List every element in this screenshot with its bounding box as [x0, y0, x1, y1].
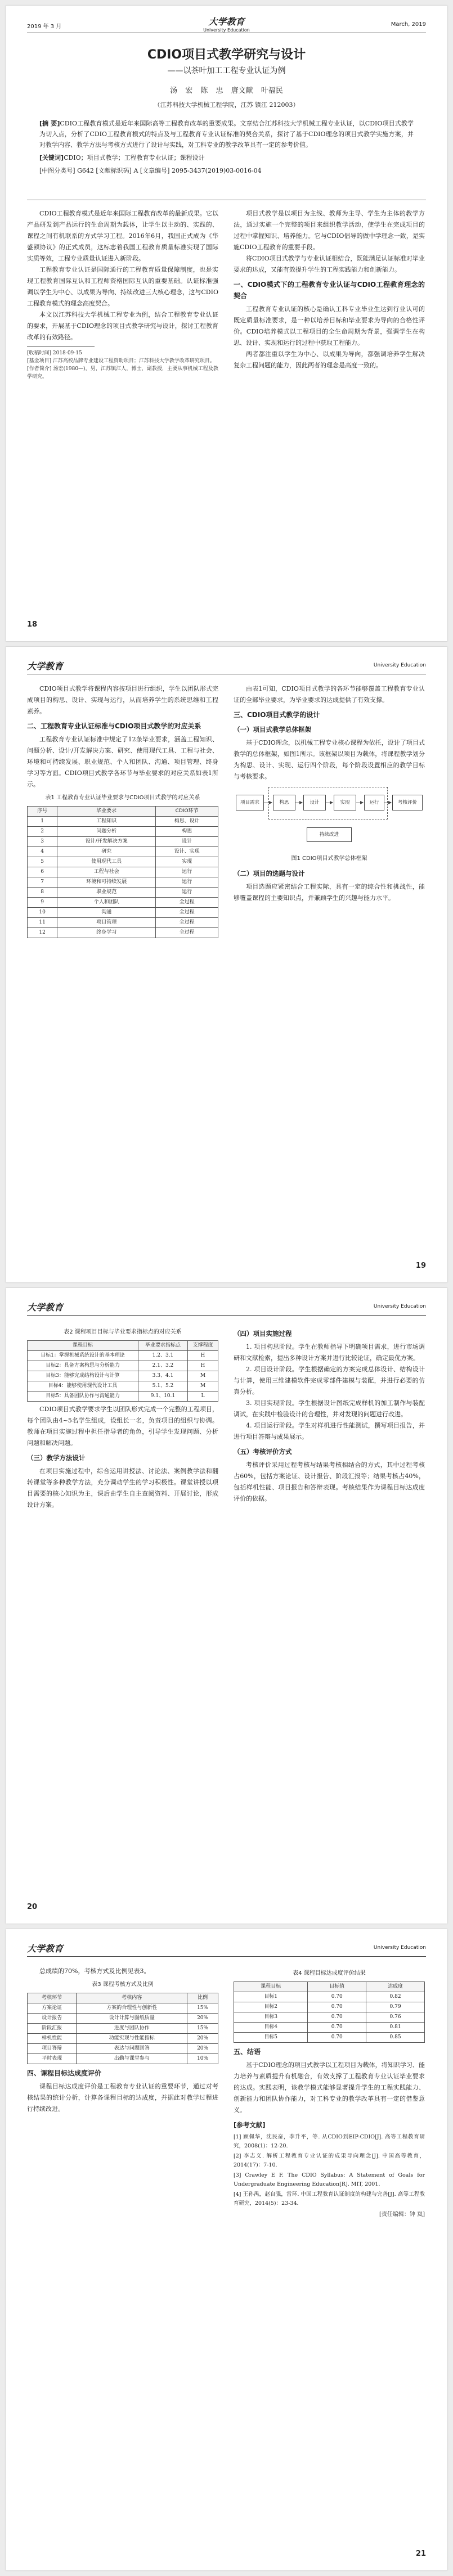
column-left	[27, 683, 218, 940]
table-header-cell: 比例	[187, 1993, 218, 2003]
table-row	[28, 2024, 218, 2034]
journal-logo: 大学教育	[27, 1302, 64, 1313]
table-cell: 20%	[187, 2034, 218, 2044]
paragraph: CDIO项目式教学要求学生以团队形式完成一个完整的工程项目，每个团队由4~5名学生组成，设组长一名，负责项目的组织与协调。教师在项目实施过程中担任指导者的角色，引导学生发现问题、分析问题和解决问题。	[27, 1406, 218, 1447]
table-row	[28, 817, 218, 827]
table-3	[27, 1993, 218, 2064]
journal-logo: 大学教育	[208, 16, 245, 27]
figure-box: 构思	[273, 795, 295, 810]
table-cell: 3	[28, 837, 57, 847]
table-cell: 实现	[156, 857, 218, 867]
keywords	[39, 152, 414, 163]
table-row	[28, 1371, 218, 1381]
figure-caption: 图1 CDIO项目式教学总体框架	[291, 855, 367, 862]
table-cell: 阶段汇报	[28, 2024, 77, 2034]
table-cell: 2	[28, 827, 57, 837]
table-cell: 设计计算与图纸质量	[77, 2014, 187, 2024]
paragraph: 4. 项目运行阶段。学生对样机进行性能测试，撰写项目报告，并进行项目答辩与成果展示。	[234, 1422, 425, 1440]
paragraph: 将CDIO项目式教学与专业认证相结合，既能满足认证标准对毕业要求的达成，又能有效提升学生的工程实践能力和创新能力。	[234, 255, 425, 273]
table-header-cell: 目标值	[308, 1982, 366, 1992]
table-cell: 0.70	[308, 2023, 366, 2033]
column-left	[27, 1966, 218, 2115]
table-row	[234, 2012, 425, 2023]
table-cell: 目标5	[234, 2033, 308, 2043]
table-row	[28, 837, 218, 847]
table-caption: 表2 课程项目目标与毕业要求指标点的对应关系	[64, 1329, 182, 1335]
table-header-cell: 考核环节	[28, 1993, 77, 2003]
reference-item: [4] 王孙禺，赵自强，雷环. 中国工程教育认证制度的构建与完善[J]. 高等工程教育研究，2014(5)：23-34.	[234, 2191, 425, 2206]
table-row	[28, 827, 218, 837]
table-row	[28, 908, 218, 918]
table-cell: 目标1	[234, 1992, 308, 2002]
table-cell: 0.70	[308, 1992, 366, 2002]
table-cell: 平时表现	[28, 2054, 77, 2064]
table-cell: 9.1、10.1	[138, 1391, 187, 1402]
table-cell: 3.3、4.1	[138, 1371, 187, 1381]
author-affiliation: （江苏科技大学机械工程学院，江苏 镇江 212003）	[154, 101, 299, 109]
table-cell: 0.81	[366, 2023, 425, 2033]
table-header-cell: 支撑程度	[187, 1341, 218, 1351]
table-header-cell: 序号	[28, 807, 57, 817]
table-row	[28, 2054, 218, 2064]
table-row	[28, 1381, 218, 1391]
article-meta: [中图分类号] G642 [文献标识码] A [文章编号] 2095-3437(2019)03-0016-04	[39, 167, 262, 174]
table-cell: 设计/开发解决方案	[57, 837, 156, 847]
table-row	[28, 2003, 218, 2014]
section-heading: 二、工程教育专业认证标准与CDIO项目式教学的对应关系	[27, 722, 201, 730]
table-caption: 表1 工程教育专业认证毕业要求与CDIO项目式教学的对应关系	[45, 795, 200, 801]
paragraph: CDIO工程教育模式是近年来国际工程教育改革的最新成果。它以产品研发到产品运行的生命周期为载体，让学生以主动的、实践的、课程之间有机联系的方式学习工程。2016年6月，我国正式成为《华盛顿协议》的正式成员，这标志着我国工程教育质量标准实现了国际实质等效，工程专业质量认证进入新阶段。	[27, 210, 218, 262]
journal-english-name: University Education	[373, 1945, 426, 1951]
table-row	[28, 847, 218, 857]
table-cell: 0.76	[366, 2012, 425, 2023]
table-row	[28, 1391, 218, 1402]
page-4	[6, 1929, 447, 2570]
table-cell: 11	[28, 918, 57, 928]
paragraph: 两者都注重以学生为中心、以成果为导向，都强调培养学生解决复杂工程问题的能力，因此两者的理念是高度一致的。	[234, 350, 425, 369]
table-cell: 设计、实现	[156, 847, 218, 857]
table-1	[27, 806, 218, 938]
column-right	[234, 208, 425, 371]
subsection-heading: （二）项目的选题与设计	[234, 870, 305, 877]
table-cell: M	[187, 1371, 218, 1381]
column-left	[27, 208, 218, 381]
table-cell: 10%	[187, 2054, 218, 2064]
table-cell: 全过程	[156, 908, 218, 918]
running-header	[27, 1298, 426, 1316]
table-cell: 运行	[156, 867, 218, 877]
table-cell: 目标3：能够完成结构设计与计算	[28, 1371, 138, 1381]
table-cell: 样机性能	[28, 2034, 77, 2044]
table-caption: 表4 课程目标达成度评价结果	[293, 1970, 366, 1976]
abstract-block	[39, 118, 414, 178]
reference-item: [2] 李志义. 解析工程教育专业认证的成果导向理念[J]. 中国高等教育，2014(17)：7-10.	[234, 2153, 425, 2168]
table-row	[28, 1351, 218, 1361]
journal-logo: 大学教育	[27, 1943, 64, 1954]
references	[234, 2119, 425, 2208]
abstract	[39, 118, 414, 150]
paragraph: 工程教育专业认证标准中规定了12条毕业要求，涵盖工程知识、问题分析、设计/开发解决方案、研究、使用现代工具、工程与社会、环境和可持续发展、职业规范、个人和团队、沟通、项目管理、终身学习等方面。CDIO项目式教学各环节与毕业要求的对应关系如表1所示。	[27, 736, 218, 788]
table-cell: L	[187, 1391, 218, 1402]
table-cell: 全过程	[156, 898, 218, 908]
section-heading: 一、CDIO模式下的工程教育专业认证与CDIO工程教育理念的契合	[234, 281, 425, 300]
table-cell: 运行	[156, 877, 218, 888]
paragraph: 在项目实施过程中，综合运用讲授法、讨论法、案例教学法和翻转课堂等多种教学方法，充分调动学生的学习积极性。课堂讲授以项目需要的核心知识为主，课后由学生自主查阅资料、开展讨论，形成设计方案。	[27, 1467, 218, 1508]
table-cell: 问题分析	[57, 827, 156, 837]
page-number: 21	[415, 2550, 426, 2558]
table-header-cell: 课程目标	[28, 1341, 138, 1351]
column-right	[234, 1966, 425, 2221]
table-4	[234, 1981, 425, 2043]
table-row	[28, 2044, 218, 2054]
paragraph: 总成绩的70%，考核方式及比例见表3。	[39, 1967, 150, 1975]
paragraph: CDIO项目式教学将课程内容按项目进行组织，学生以团队形式完成项目的构思、设计、实现与运行，从而培养学生的系统思维和工程素养。	[27, 685, 218, 715]
table-row	[28, 928, 218, 938]
paragraph: 基于CDIO理念的项目式教学以工程项目为载体，将知识学习、能力培养与素质提升有机融合，有效支撑了工程教育专业认证毕业要求的达成。实践表明，该教学模式能够显著提升学生的工程实践能力、创新能力和团队协作能力，对工科专业的教学改革具有一定的借鉴意义。	[234, 2061, 425, 2114]
table-cell: 目标3	[234, 2012, 308, 2023]
subsection-heading: （五）考核评价方式	[234, 1448, 292, 1456]
table-cell: 0.70	[308, 2002, 366, 2012]
page-number: 20	[27, 1903, 38, 1911]
table-cell: 出勤与课堂参与	[77, 2054, 187, 2064]
table-cell: 目标5：具备团队协作与沟通能力	[28, 1391, 138, 1402]
section-heading: 四、课程目标达成度评价	[27, 2069, 102, 2077]
responsible-editor: [责任编辑：钟 岚]	[379, 2212, 425, 2218]
table-cell: 个人和团队	[57, 898, 156, 908]
abstract-text: CDIO工程教育模式是近年来国际高等工程教育改革的重要成果。文章结合江苏科技大学机械工程专业认证，以CDIO项目式教学为切入点，分析了CDIO工程教育模式的特点及与工程教育专业认证标准的契合关系，探讨了基于CDIO理念的项目式教学实施方案，并对教学内容、教学方法与考核方式进行了设计与实践，对工科专业的教学改革具有一定的参考价值。	[39, 120, 414, 148]
subsection-heading: （三）教学方法设计	[27, 1454, 86, 1462]
table-2	[27, 1340, 218, 1402]
journal-masthead	[27, 17, 426, 33]
table-cell: 7	[28, 877, 57, 888]
table-cell: 4	[28, 847, 57, 857]
page-1	[6, 6, 447, 641]
table-row	[28, 918, 218, 928]
paragraph: 2. 项目设计阶段。学生根据确定的方案完成总体设计、结构设计与计算，使用三维建模软件完成零部件建模与装配，并进行必要的仿真分析。	[234, 1366, 425, 1395]
table-row	[28, 2014, 218, 2024]
figure-box: 设计	[303, 795, 326, 810]
running-header	[27, 16, 426, 33]
subsection-heading: （四）项目实施过程	[234, 1330, 292, 1337]
table-cell: 6	[28, 867, 57, 877]
column-right	[234, 1325, 425, 1505]
section-heading: 三、CDIO项目式教学的设计	[234, 711, 320, 719]
paragraph: 1. 项目构思阶段。学生在教师指导下明确项目需求，进行市场调研和文献检索，提出多种设计方案并进行比较论证，确定最优方案。	[234, 1343, 425, 1362]
table-cell: 0.79	[366, 2002, 425, 2012]
table-row	[28, 867, 218, 877]
table-row	[234, 2002, 425, 2012]
reference-item: [3] Crawley E F. The CDIO Syllabus: A Statement of Goals for Undergraduate Engineering Education[R]. MIT, 2001.	[234, 2172, 425, 2187]
table-cell: 12	[28, 928, 57, 938]
paragraph: 课程目标达成度评价是工程教育专业认证的重要环节，通过对考核结果的统计分析，计算各课程目标的达成度，并据此对教学过程进行持续改进。	[27, 2083, 218, 2113]
table-cell: 工程与社会	[57, 867, 156, 877]
journal-english-name: University Education	[373, 1304, 426, 1309]
footnote: [收稿时间] 2018-09-15	[27, 350, 82, 356]
header-date: 2019 年 3 月	[27, 24, 62, 30]
journal-logo: 大学教育	[27, 661, 64, 672]
table-cell: 5.1、5.2	[138, 1381, 187, 1391]
table-header-cell: 达成度	[366, 1982, 425, 1992]
table-header-cell: 课程目标	[234, 1982, 308, 1992]
table-row	[234, 1992, 425, 2002]
table-cell: 1.2、3.1	[138, 1351, 187, 1361]
column-right	[234, 683, 425, 904]
journal-english-name: University Education	[373, 663, 426, 668]
abstract-label: [摘 要]	[39, 120, 60, 127]
table-row	[234, 2023, 425, 2033]
reference-item: [1] 顾佩华，沈民奋，李升平，等. 从CDIO到EIP-CDIO[J]. 高等工程教育研究，2008(1)：12-20.	[234, 2134, 425, 2149]
subsection-heading: （一）项目式教学总体框架	[234, 726, 311, 733]
table-row	[28, 1361, 218, 1371]
table-cell: 20%	[187, 2044, 218, 2054]
table-cell: 0.82	[366, 1992, 425, 2002]
table-row	[234, 2033, 425, 2043]
table-cell: H	[187, 1351, 218, 1361]
paragraph: 项目选题应紧密结合工程实际，具有一定的综合性和挑战性，能够覆盖课程的主要知识点，并兼顾学生的兴趣与能力水平。	[234, 883, 425, 902]
table-header-cell: 考核内容	[77, 1993, 187, 2003]
running-header	[27, 1939, 426, 1957]
table-cell: 全过程	[156, 918, 218, 928]
table-cell: 沟通	[57, 908, 156, 918]
paragraph: 基于CDIO理念，以机械工程专业核心课程为依托，设计了项目式教学的总体框架，如图1所示。该框架以项目为载体，将课程教学划分为构思、设计、实现、运行四个阶段，每个阶段设置相应的教学目标与考核要求。	[234, 739, 425, 780]
table-caption: 表3 课程考核方式及比例	[92, 1981, 154, 1988]
page-3	[6, 1288, 447, 1924]
table-cell: 15%	[187, 2003, 218, 2014]
table-cell: 目标4	[234, 2023, 308, 2033]
section-heading: 五、结语	[234, 2048, 261, 2056]
page-number: 19	[415, 1262, 426, 1270]
table-cell: 环境和可持续发展	[57, 877, 156, 888]
paragraph: 项目式教学是以项目为主线、教师为主导、学生为主体的教学方法，通过实施一个完整的项目来组织教学活动，使学生在完成项目的过程中掌握知识、培养能力。它与CDIO倡导的做中学理念一致，是实施CDIO工程教育的重要手段。	[234, 210, 425, 251]
table-header-cell: CDIO环节	[156, 807, 218, 817]
table-cell: 方案论证	[28, 2003, 77, 2014]
table-cell: 目标2	[234, 2002, 308, 2012]
table-row	[28, 898, 218, 908]
table-cell: H	[187, 1361, 218, 1371]
table-cell: 8	[28, 888, 57, 898]
keywords-text: CDIO；项目式教学；工程教育专业认证；课程设计	[64, 154, 205, 161]
table-cell: 0.85	[366, 2033, 425, 2043]
table-cell: 9	[28, 898, 57, 908]
table-cell: 0.70	[308, 2012, 366, 2023]
table-row	[28, 877, 218, 888]
footnote: [基金项目] 江苏高校品牌专业建设工程资助项目；江苏科技大学教学改革研究项目。	[27, 358, 215, 364]
table-cell: 研究	[57, 847, 156, 857]
table-cell: 使用现代工具	[57, 857, 156, 867]
table-cell: 方案的合理性与创新性	[77, 2003, 187, 2014]
table-cell: 项目管理	[57, 918, 156, 928]
figure-box: 运行	[364, 795, 384, 810]
references-title: [参考文献]	[234, 2121, 266, 2129]
table-cell: 5	[28, 857, 57, 867]
table-cell: 构思	[156, 827, 218, 837]
paragraph: 工程教育专业认证的核心是确认工科专业毕业生达到行业认可的既定质量标准要求，是一种以培养目标和毕业要求为导向的合格性评价。CDIO培养模式以工程项目的全生命周期为背景，强调学生在构思、设计、实现和运行的过程中获取工程能力。	[234, 305, 425, 346]
table-cell: 1	[28, 817, 57, 827]
figure-1	[234, 785, 425, 851]
table-cell: 目标1：掌握机械系统设计的基本理论	[28, 1351, 138, 1361]
journal-english-name: University Education	[203, 28, 250, 33]
paragraph: 3. 项目实现阶段。学生根据设计图纸完成样机的加工制作与装配调试，在实践中检验设计的合理性，并对发现的问题进行改进。	[234, 1399, 425, 1418]
table-row	[28, 2034, 218, 2044]
keywords-label: [关键词]	[39, 154, 64, 161]
table-cell: 工程知识	[57, 817, 156, 827]
table-cell: 运行	[156, 888, 218, 898]
column-left	[27, 1325, 218, 1511]
table-cell: 2.1、3.2	[138, 1361, 187, 1371]
table-row	[28, 857, 218, 867]
paragraph: 由表1可知，CDIO项目式教学的各环节能够覆盖工程教育专业认证的全部毕业要求，为毕业要求的达成提供了有效支撑。	[234, 685, 425, 704]
table-row	[28, 888, 218, 898]
article-title: CDIO项目式教学研究与设计	[147, 48, 306, 62]
table-cell: 20%	[187, 2014, 218, 2024]
author-list: 汤 宏 陈 忠 唐文献 叶福民	[170, 87, 283, 95]
table-cell: 项目答辩	[28, 2044, 77, 2054]
table-header-cell: 毕业要求	[57, 807, 156, 817]
footnote: [作者简介] 汤宏(1980—)，男，江苏镇江人，博士，副教授，主要从事机械工程及教学研究。	[27, 366, 218, 380]
paragraph: 工程教育专业认证是国际通行的工程教育质量保障制度，也是实现工程教育国际互认和工程师资格国际互认的重要基础。认证标准强调以学生为中心、以成果为导向、持续改进三大核心理念，这与CDIO工程教育模式的理念高度契合。	[27, 266, 218, 307]
figure-box: 考核评价	[392, 795, 423, 810]
table-cell: 设计	[156, 837, 218, 847]
table-cell: 进度与团队协作	[77, 2024, 187, 2034]
table-cell: 目标4：能够使用现代设计工具	[28, 1381, 138, 1391]
paragraph: 考核评价采用过程考核与结果考核相结合的方式，其中过程考核占60%，包括方案论证、设计报告、阶段汇报等；结果考核占40%，包括样机性能、项目报告和答辩表现。考核结果作为课程目标达成度评价的依据。	[234, 1461, 425, 1502]
table-cell: 目标2：具备方案构思与分析能力	[28, 1361, 138, 1371]
table-cell: 功能实现与性能指标	[77, 2034, 187, 2044]
running-header	[27, 657, 426, 674]
table-cell: 10	[28, 908, 57, 918]
table-cell: 15%	[187, 2024, 218, 2034]
header-date-en: March, 2019	[391, 21, 426, 28]
paragraph: 本文以江苏科技大学机械工程专业为例，结合工程教育专业认证的要求，开展基于CDIO理念的项目式教学研究与设计，探讨工程教育改革的有效路径。	[27, 311, 218, 341]
footnote-divider	[27, 346, 95, 347]
table-cell: 全过程	[156, 928, 218, 938]
figure-box: 持续改进	[307, 827, 352, 842]
article-subtitle: ——以茶叶加工工程专业认证为例	[167, 66, 286, 75]
figure-box: 实现	[334, 795, 356, 810]
table-cell: 表达与问题回答	[77, 2044, 187, 2054]
table-cell: 终身学习	[57, 928, 156, 938]
table-cell: 构思、设计	[156, 817, 218, 827]
table-cell: 职业规范	[57, 888, 156, 898]
table-cell: M	[187, 1381, 218, 1391]
figure-box: 项目需求	[236, 795, 264, 810]
page-number: 18	[27, 620, 38, 629]
table-cell: 设计报告	[28, 2014, 77, 2024]
page-2	[6, 647, 447, 1282]
table-cell: 0.70	[308, 2033, 366, 2043]
table-header-cell: 毕业要求指标点	[138, 1341, 187, 1351]
